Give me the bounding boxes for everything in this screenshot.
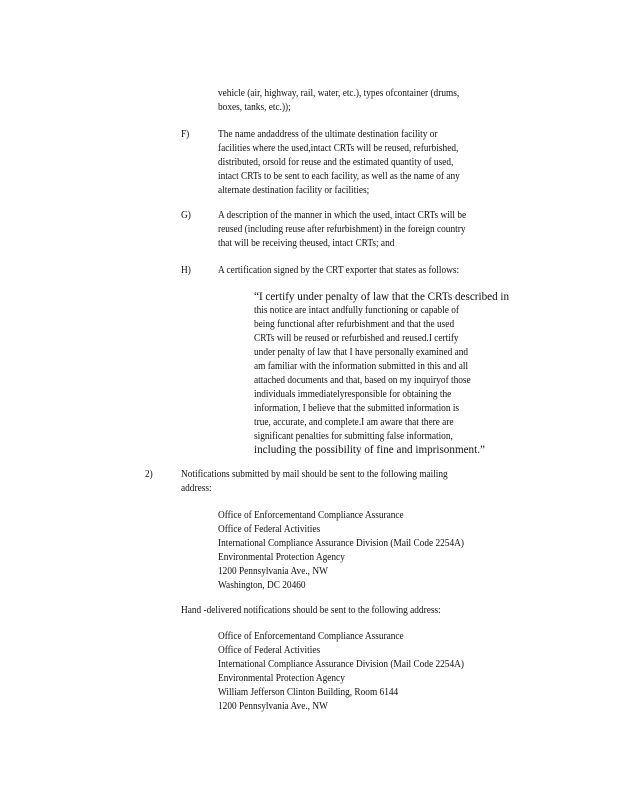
continuation-line: boxes, tanks, etc.)); [218,102,291,113]
item-g-line: that will be receiving theused, intact CRTs; and [218,238,395,249]
item-marker-h: H) [181,265,191,276]
hand-address-line: 1200 Pennsylvania Ave., NW [218,701,328,712]
quote-line: being functional after refurbishment and that the used [254,319,455,330]
item-g-line: reused (including reuse after refurbishment) in the foreign country [218,224,466,235]
quote-line: information, I believe that the submitted information is [254,403,460,414]
item-g-line: A description of the manner in which the used, intact CRTs will be [218,210,467,221]
hand-address-line: International Compliance Assurance Division (Mail Code 2254A) [218,659,464,670]
item-f-line: facilities where the used,intact CRTs will be reused, refurbished, [218,143,459,154]
hand-address-line: Office of Enforcementand Compliance Assurance [218,631,404,642]
quote-last-line: including the possibility of fine and imprisonment.” [254,443,485,456]
quote-line: true, accurate, and complete.I am aware that there are [254,417,454,428]
section2-intro-line: Notifications submitted by mail should be sent to the following mailing [181,469,448,480]
item-f-line: intact CRTs to be sent to each facility, as well as the name of any [218,171,460,182]
quote-line: under penalty of law that I have personally examined and [254,347,469,358]
item-f-line: alternate destination facility or facilities; [218,185,370,196]
mail-address-line: Washington, DC 20460 [218,580,306,591]
hand-address-line: William Jefferson Clinton Building, Room 6144 [218,687,399,698]
mail-address-line: Environmental Protection Agency [218,552,345,563]
hand-delivery-intro: Hand -delivered notifications should be sent to the following address: [181,605,441,616]
mail-address-line: Office of Federal Activities [218,524,321,535]
mail-address-line: 1200 Pennsylvania Ave., NW [218,566,328,577]
quote-line: CRTs will be reused or refurbished and reused.I certify [254,333,459,344]
section-marker-2: 2) [145,469,153,480]
mail-address-line: Office of Enforcementand Compliance Assurance [218,510,404,521]
item-marker-g: G) [181,210,191,221]
item-f-line: distributed, orsold for reuse and the estimated quantity of used, [218,157,454,168]
item-h-line: A certification signed by the CRT exporter that states as follows: [218,265,460,276]
hand-address-line: Environmental Protection Agency [218,673,345,684]
quote-line: this notice are intact andfully functioning or capable of [254,305,460,316]
continuation-line: vehicle (air, highway, rail, water, etc.), types ofcontainer (drums, [218,88,460,99]
section2-intro-line: address: [181,483,212,494]
quote-line: significant penalties for submitting false information, [254,431,453,442]
quote-line: attached documents and that, based on my inquiryof those [254,375,471,386]
item-marker-f: F) [181,129,190,140]
item-f-line: The name andaddress of the ultimate destination facility or [218,129,438,140]
hand-address-line: Office of Federal Activities [218,645,321,656]
quote-line: individuals immediatelyresponsible for obtaining the [254,389,452,400]
quote-first-line: “I certify under penalty of law that the CRTs described in [254,290,510,303]
quote-line: am familiar with the information submitted in this and all [254,361,469,372]
mail-address-line: International Compliance Assurance Division (Mail Code 2254A) [218,538,464,549]
